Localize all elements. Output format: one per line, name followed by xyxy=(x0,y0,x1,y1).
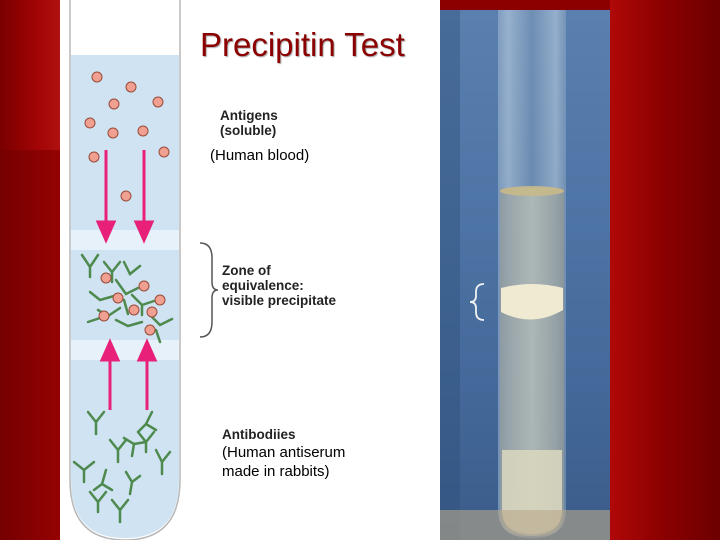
photo-zone-brace xyxy=(470,284,484,320)
zone-bracket xyxy=(200,243,218,337)
antigen-particle xyxy=(92,72,102,82)
zone-label-line2: equivalence: xyxy=(222,278,304,293)
right-frame-border xyxy=(610,0,720,540)
antigen-particle xyxy=(121,191,131,201)
antibodies-source-line1: (Human antiserum xyxy=(222,444,346,461)
slide-panel xyxy=(60,0,440,540)
antigens-label xyxy=(220,108,278,138)
test-tube-photo-drawing xyxy=(440,10,610,540)
zone-label xyxy=(222,263,336,308)
slide-title: Precipitin Test xyxy=(200,26,405,63)
photo-surface xyxy=(440,510,610,540)
tube-light-band-top xyxy=(71,230,179,250)
antigens-label-line2: (soluble) xyxy=(220,123,277,138)
antigen-particle xyxy=(89,152,99,162)
zone-label-line3: visible precipitate xyxy=(222,293,337,308)
antibodies-source-label xyxy=(222,443,345,481)
antibodies-label: Antibodiies xyxy=(222,427,296,442)
antibodies-source-line2: made in rabbits) xyxy=(222,463,330,480)
antigen-particle xyxy=(109,99,119,109)
left-frame-border xyxy=(0,0,60,540)
photo-fluid-meniscus xyxy=(500,186,564,196)
antigen-particle xyxy=(153,97,163,107)
antigen-particle xyxy=(138,126,148,136)
antigen-particle xyxy=(108,128,118,138)
photo-shadow-left xyxy=(440,10,460,540)
tube-light-band-bottom xyxy=(71,340,179,360)
antigens-source-label: (Human blood) xyxy=(210,147,310,164)
antigen-particle xyxy=(126,82,136,92)
antigen-particle xyxy=(85,118,95,128)
antigen-particle xyxy=(159,147,169,157)
zone-label-line1: Zone of xyxy=(222,263,271,278)
test-tube-photo xyxy=(440,10,610,540)
photo-precipitate-band xyxy=(501,284,563,320)
antigens-label-line1: Antigens xyxy=(220,108,278,123)
